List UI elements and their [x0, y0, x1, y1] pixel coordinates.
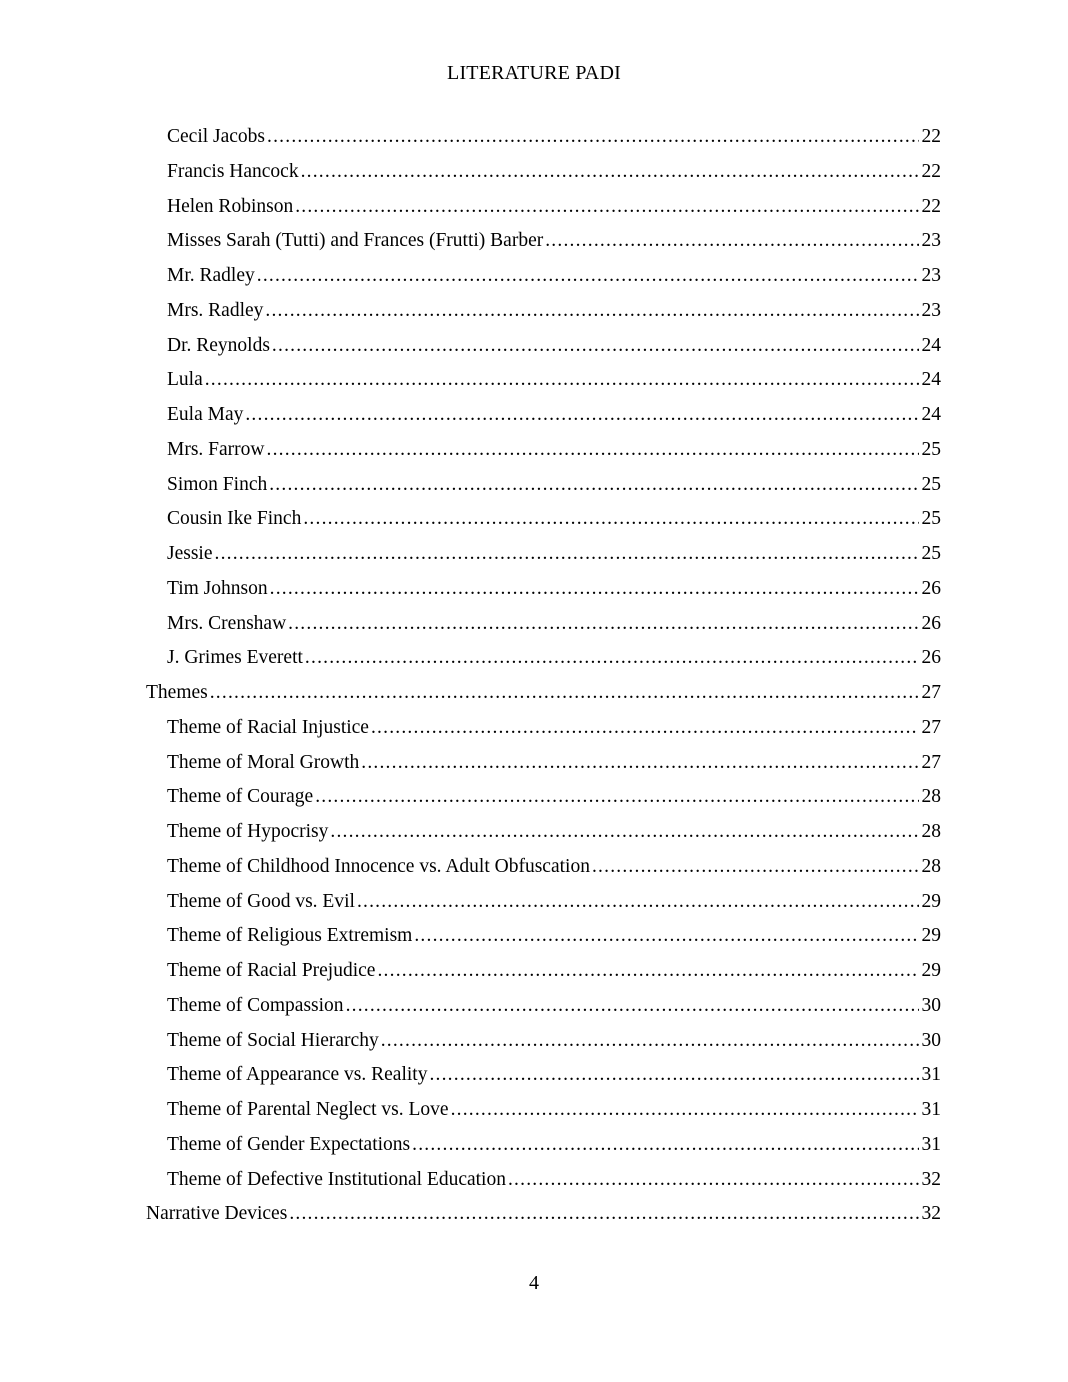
- toc-entry[interactable]: [146, 1093, 941, 1128]
- toc-entry-title: Theme of Racial Injustice: [167, 716, 369, 738]
- toc-entry[interactable]: [146, 780, 941, 815]
- toc-dot-leader: [545, 224, 918, 259]
- toc-entry-title: Simon Finch: [167, 473, 268, 495]
- toc-dot-leader: [205, 363, 919, 398]
- toc-entry-page: 23: [921, 299, 941, 321]
- toc-entry-page: 29: [921, 890, 941, 912]
- toc-entry-page: 25: [921, 508, 941, 530]
- toc-entry-title: Theme of Good vs. Evil: [167, 890, 355, 912]
- toc-dot-leader: [371, 711, 919, 746]
- toc-entry[interactable]: [146, 919, 941, 954]
- toc-entry-title: Theme of Defective Institutional Education: [167, 1168, 506, 1190]
- toc-entry-title: Cecil Jacobs: [167, 126, 266, 147]
- toc-entry-page: 26: [921, 577, 941, 599]
- toc-dot-leader: [414, 919, 918, 954]
- toc-entry-title: Cousin Ike Finch: [167, 508, 302, 530]
- toc-entry-page: 31: [921, 1133, 941, 1155]
- toc-entry[interactable]: [146, 398, 941, 433]
- toc-dot-leader: [305, 641, 919, 676]
- toc-entry-title: Jessie: [167, 543, 213, 564]
- table-of-contents: [146, 120, 941, 1232]
- toc-entry[interactable]: [146, 537, 941, 572]
- toc-dot-leader: [267, 433, 919, 468]
- toc-entry[interactable]: [146, 850, 941, 885]
- toc-entry-page: 25: [921, 473, 941, 495]
- toc-entry[interactable]: [146, 746, 941, 781]
- toc-entry-title: Theme of Social Hierarchy: [167, 1029, 379, 1051]
- toc-entry-title: Theme of Appearance vs. Reality: [167, 1064, 428, 1086]
- toc-entry-page: 27: [921, 751, 941, 773]
- toc-entry-page: 31: [921, 1064, 941, 1086]
- toc-entry-title: Lula: [167, 369, 203, 391]
- toc-entry-page: 27: [921, 716, 941, 738]
- toc-entry-title: Helen Robinson: [167, 195, 294, 217]
- toc-entry-page: 22: [921, 195, 941, 217]
- toc-entry-page: 23: [921, 265, 941, 286]
- toc-entry-page: 29: [921, 925, 941, 947]
- toc-entry-title: Theme of Religious Extremism: [167, 925, 413, 947]
- toc-entry-page: 24: [921, 334, 941, 356]
- toc-dot-leader: [269, 468, 918, 503]
- toc-entry-title: Theme of Moral Growth: [167, 751, 360, 773]
- toc-entry-page: 22: [921, 160, 941, 182]
- toc-entry[interactable]: [146, 885, 941, 920]
- toc-entry-title: Theme of Racial Prejudice: [167, 960, 376, 981]
- toc-entry-title: Theme of Hypocrisy: [167, 821, 329, 842]
- toc-entry[interactable]: [146, 1058, 941, 1093]
- toc-dot-leader: [303, 502, 918, 537]
- toc-entry-title: Misses Sarah (Tutti) and Frances (Frutti) Barber: [167, 230, 544, 252]
- toc-entry-title: Mrs. Crenshaw: [167, 612, 287, 634]
- toc-entry[interactable]: [146, 1024, 941, 1059]
- toc-entry-title: Narrative Devices: [146, 1203, 288, 1225]
- toc-entry-page: 28: [921, 855, 941, 877]
- toc-entry-page: 27: [921, 682, 941, 703]
- toc-entry[interactable]: [146, 502, 941, 537]
- toc-entry[interactable]: [146, 572, 941, 607]
- toc-entry-title: Theme of Gender Expectations: [167, 1133, 411, 1155]
- toc-entry-page: 26: [921, 647, 941, 669]
- toc-entry-page: 30: [921, 1029, 941, 1051]
- toc-dot-leader: [357, 885, 919, 920]
- toc-dot-leader: [257, 259, 919, 294]
- toc-entry[interactable]: [146, 363, 941, 398]
- toc-entry[interactable]: [146, 190, 941, 225]
- toc-entry-title: Theme of Courage: [167, 786, 314, 808]
- toc-entry[interactable]: [146, 433, 941, 468]
- toc-dot-leader: [592, 850, 919, 885]
- toc-entry-title: Theme of Compassion: [167, 994, 344, 1016]
- toc-entry-page: 32: [921, 1168, 941, 1190]
- toc-dot-leader: [272, 329, 919, 364]
- toc-entry-page: 26: [921, 612, 941, 634]
- toc-dot-leader: [508, 1163, 919, 1198]
- toc-dot-leader: [412, 1128, 918, 1163]
- toc-entry-title: Dr. Reynolds: [167, 334, 270, 356]
- toc-entry[interactable]: [146, 224, 941, 259]
- toc-entry-page: 31: [921, 1099, 941, 1120]
- toc-dot-leader: [301, 155, 919, 190]
- toc-entry-page: 28: [921, 786, 941, 808]
- toc-entry[interactable]: [146, 155, 941, 190]
- toc-entry-title: J. Grimes Everett: [167, 647, 303, 669]
- toc-entry[interactable]: [146, 607, 941, 642]
- toc-entry-page: 24: [921, 369, 941, 391]
- toc-dot-leader: [267, 120, 918, 155]
- toc-entry[interactable]: [146, 676, 941, 711]
- toc-dot-leader: [270, 572, 919, 607]
- toc-entry-title: Francis Hancock: [167, 160, 299, 182]
- toc-dot-leader: [245, 398, 918, 433]
- toc-entry-page: 22: [921, 126, 941, 147]
- toc-entry[interactable]: [146, 1197, 941, 1232]
- toc-dot-leader: [451, 1093, 919, 1128]
- toc-entry[interactable]: [146, 120, 941, 155]
- toc-entry-page: 24: [921, 404, 941, 425]
- toc-entry[interactable]: [146, 259, 941, 294]
- toc-dot-leader: [361, 746, 918, 781]
- toc-entry[interactable]: [146, 1163, 941, 1198]
- page-header-title: LITERATURE PADI: [447, 62, 621, 84]
- toc-entry-page: 29: [921, 960, 941, 981]
- toc-dot-leader: [346, 989, 919, 1024]
- toc-entry[interactable]: [146, 989, 941, 1024]
- toc-entry[interactable]: [146, 815, 941, 850]
- toc-entry-title: Eula May: [167, 404, 244, 425]
- toc-entry[interactable]: [146, 329, 941, 364]
- toc-entry-page: 30: [921, 994, 941, 1016]
- toc-dot-leader: [295, 190, 918, 225]
- toc-entry-page: 25: [921, 543, 941, 564]
- toc-entry[interactable]: [146, 1128, 941, 1163]
- toc-entry[interactable]: [146, 641, 941, 676]
- toc-dot-leader: [315, 780, 918, 815]
- toc-dot-leader: [289, 1197, 918, 1232]
- toc-entry-page: 32: [921, 1203, 941, 1225]
- toc-entry[interactable]: [146, 711, 941, 746]
- toc-entry-page: 23: [921, 230, 941, 252]
- toc-entry[interactable]: [146, 468, 941, 503]
- page-number: 4: [529, 1272, 539, 1294]
- toc-entry-page: 25: [921, 438, 941, 460]
- toc-dot-leader: [330, 815, 918, 850]
- toc-entry-title: Tim Johnson: [167, 577, 268, 599]
- toc-entry[interactable]: [146, 954, 941, 989]
- toc-entry-title: Mr. Radley: [167, 265, 255, 286]
- toc-entry-title: Mrs. Radley: [167, 299, 264, 321]
- toc-entry-title: Mrs. Farrow: [167, 438, 265, 460]
- toc-dot-leader: [377, 954, 918, 989]
- toc-dot-leader: [288, 607, 918, 642]
- toc-entry[interactable]: [146, 294, 941, 329]
- toc-dot-leader: [210, 676, 919, 711]
- toc-entry-title: Theme of Childhood Innocence vs. Adult Obfuscation: [167, 855, 590, 877]
- toc-dot-leader: [381, 1024, 919, 1059]
- toc-entry-page: 28: [921, 821, 941, 842]
- toc-dot-leader: [429, 1058, 918, 1093]
- toc-dot-leader: [265, 294, 918, 329]
- toc-dot-leader: [215, 537, 919, 572]
- toc-entry-title: Themes: [146, 682, 208, 703]
- toc-entry-title: Theme of Parental Neglect vs. Love: [167, 1099, 449, 1120]
